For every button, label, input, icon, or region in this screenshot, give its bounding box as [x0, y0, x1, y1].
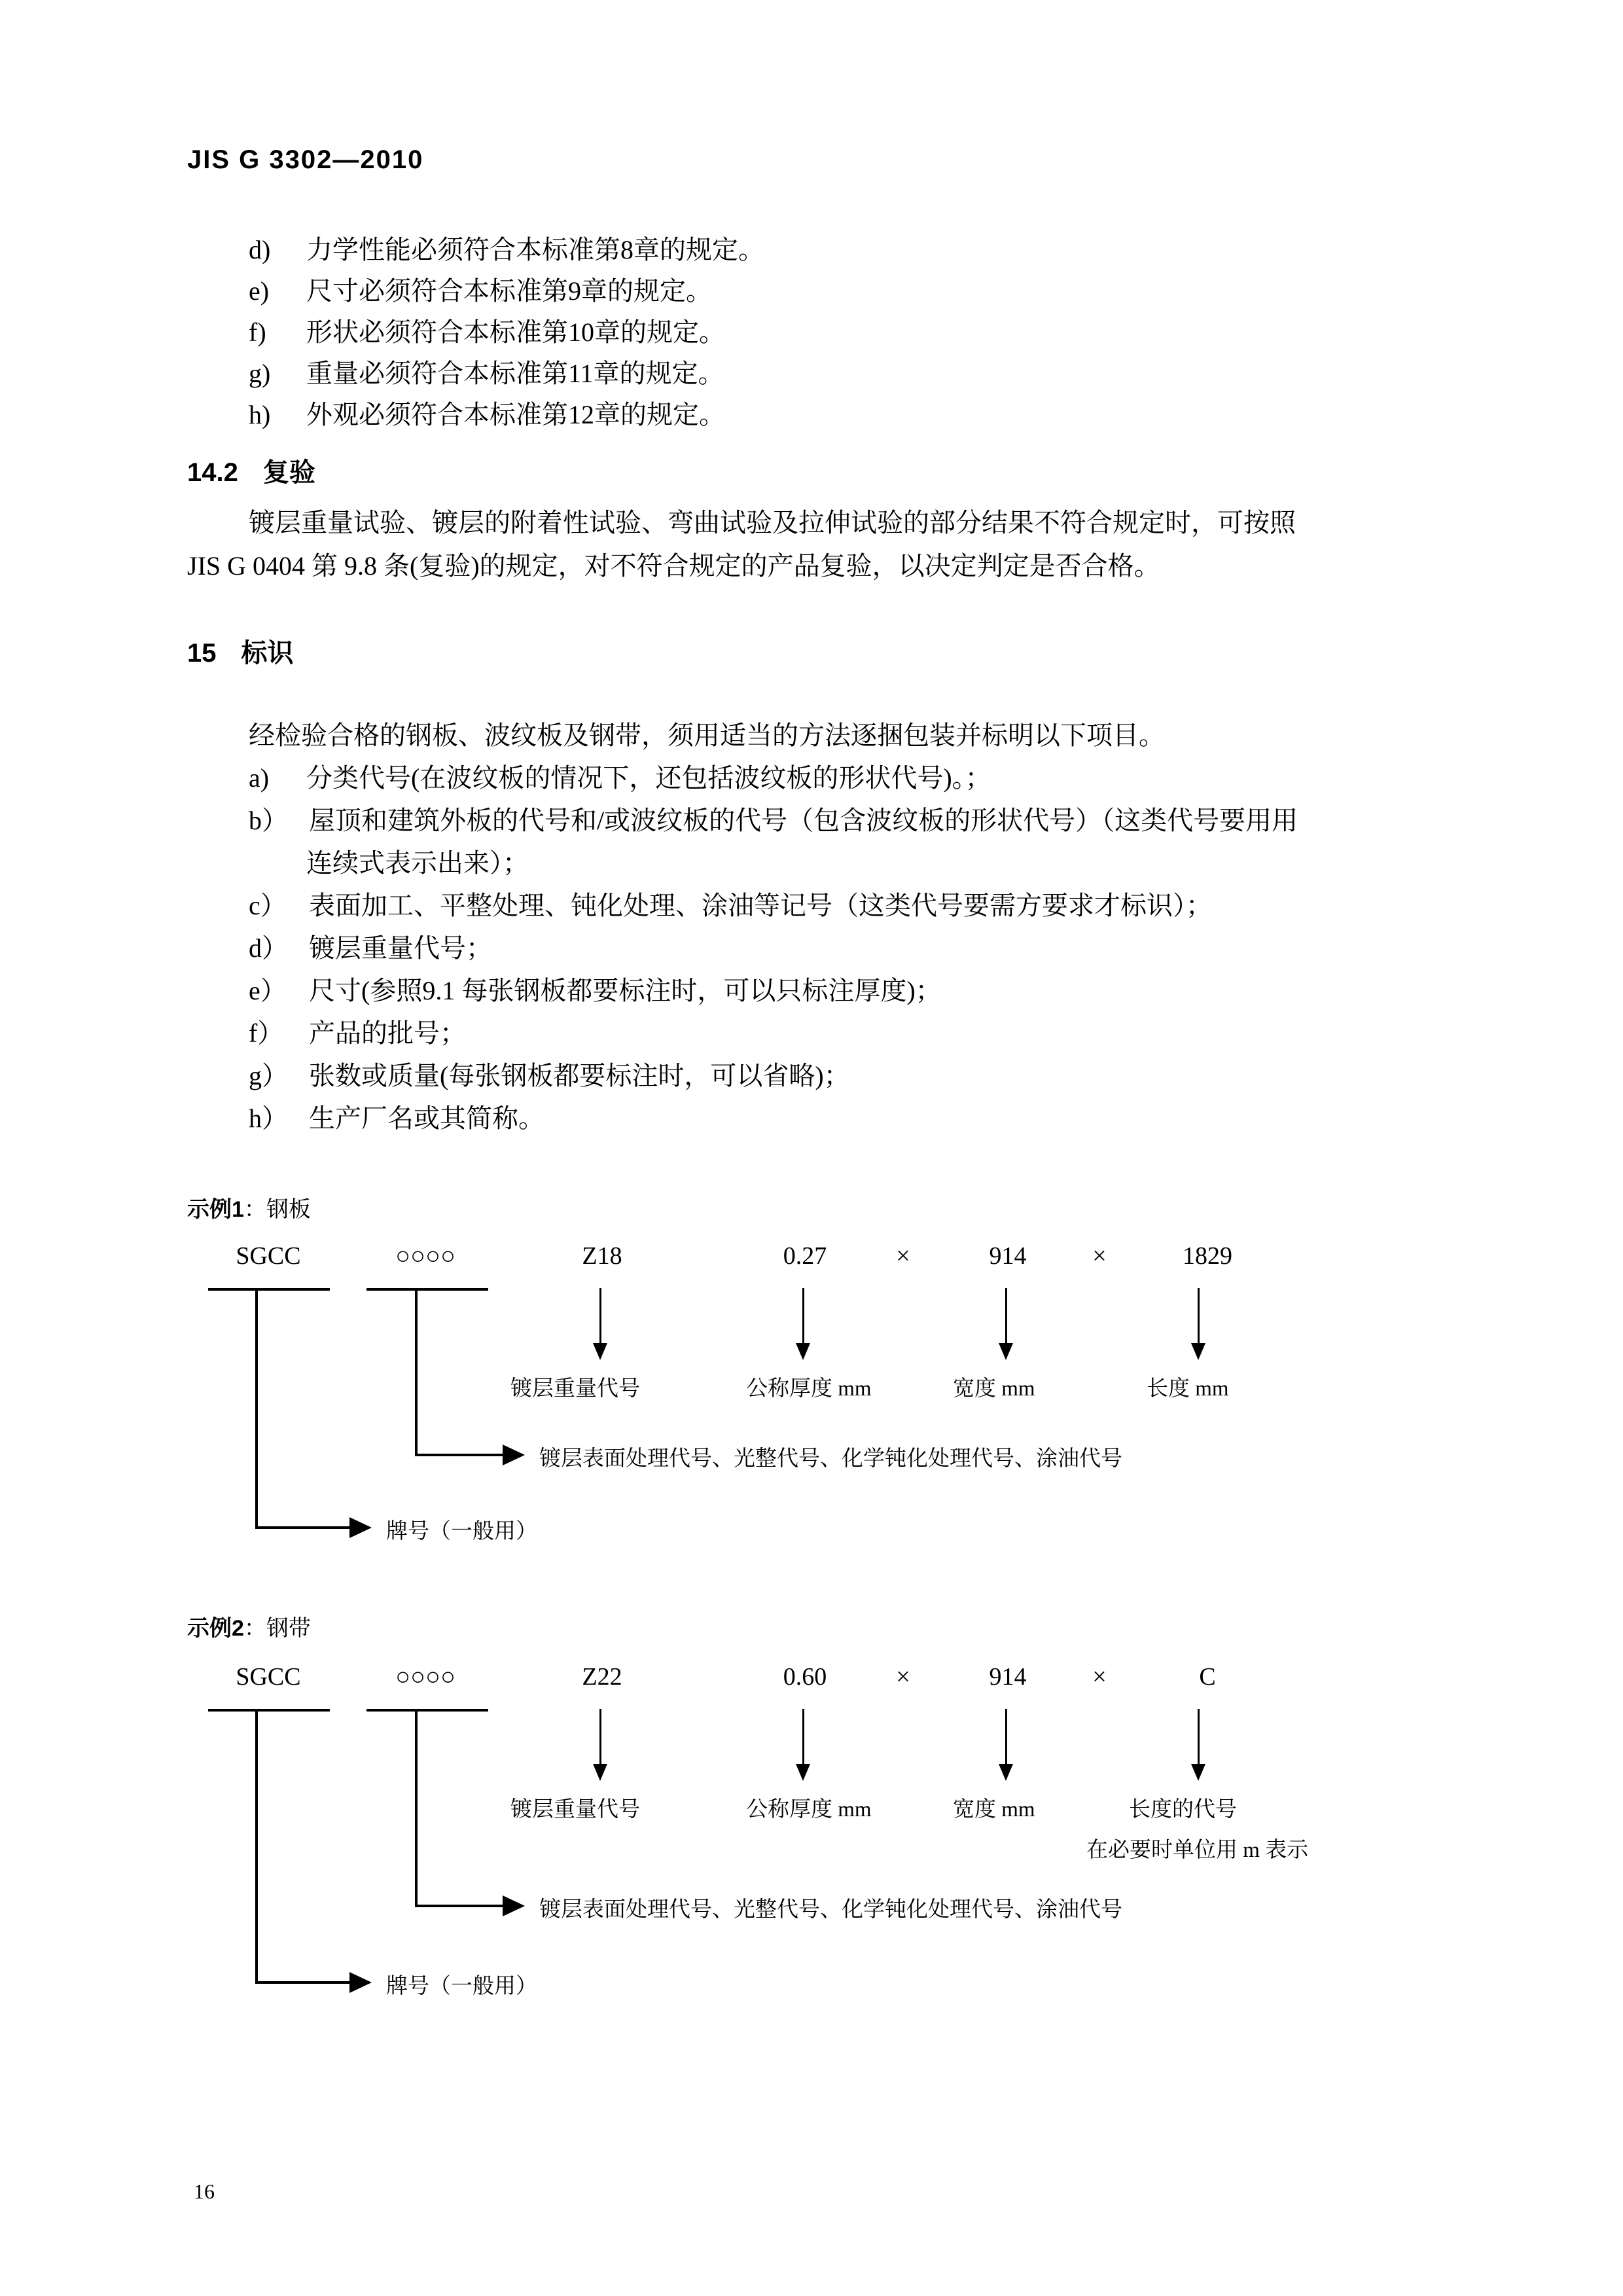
- list-marker: g）: [249, 1061, 288, 1090]
- list-text: 屋顶和建筑外板的代号和/或波纹板的代号（包含波纹板的形状代号）（这类代号要用用: [309, 806, 1298, 835]
- example-1-grade-bracket-vertical: [255, 1288, 258, 1529]
- example-2-token-circles: ○○○○: [395, 1663, 455, 1691]
- example-2-callout-grade: 牌号（一般用）: [386, 1975, 537, 1998]
- section-heading-14-2: [187, 452, 315, 489]
- example-1-grade-arrow-icon: [349, 1517, 372, 1538]
- example-2-token-length: C: [1199, 1663, 1216, 1691]
- example-1-thickness-arrow-icon: [796, 1343, 810, 1360]
- list-marker: g): [249, 359, 271, 388]
- page-header-standard-id: JIS G 3302—2010: [187, 145, 424, 174]
- example-2-token-grade: SGCC: [236, 1663, 301, 1691]
- list-item: [249, 312, 725, 353]
- example-1-width-arrow-shaft: [1005, 1288, 1007, 1347]
- example-2-callout-surface: 镀层表面处理代号、光整代号、化学钝化处理代号、涂油代号: [539, 1898, 1122, 1922]
- example-2-surface-arrow-icon: [503, 1895, 525, 1916]
- example-2-token-width: 914: [989, 1663, 1027, 1691]
- example-1-token-thickness: 0.27: [783, 1242, 827, 1270]
- list-item: [249, 1055, 850, 1096]
- example-1-multiply-sign-2: ×: [1092, 1242, 1107, 1270]
- list-text: 力学性能必须符合本标准第8章的规定。: [306, 235, 764, 264]
- example-2-coating-arrow-shaft: [599, 1709, 601, 1768]
- example-2-grade-arrow-icon: [349, 1972, 372, 1993]
- example-1-token-grade: SGCC: [236, 1242, 301, 1270]
- example-1-surface-bracket-horizontal: [415, 1454, 507, 1456]
- list-item: [249, 1013, 466, 1054]
- example-1-callout-surface: 镀层表面处理代号、光整代号、化学钝化处理代号、涂油代号: [539, 1447, 1122, 1471]
- list-item-continuation: [306, 842, 529, 884]
- page-number: 16: [194, 2179, 215, 2203]
- list-marker: h）: [249, 1103, 288, 1133]
- example-2-surface-bracket-horizontal: [415, 1905, 507, 1907]
- example-1-length-arrow-icon: [1191, 1343, 1205, 1360]
- list-item: [249, 353, 724, 394]
- example-1-thickness-arrow-shaft: [802, 1288, 804, 1347]
- example-2-surface-bracket-vertical: [415, 1709, 418, 1907]
- example-2-arrow-label-coating: 镀层重量代号: [510, 1798, 640, 1821]
- list-text: 生产厂名或其简称。: [309, 1103, 544, 1133]
- example-1-token-circles: ○○○○: [395, 1242, 455, 1270]
- list-text: 尺寸必须符合本标准第9章的规定。: [306, 276, 712, 306]
- list-marker: d): [249, 235, 271, 264]
- example-2-multiply-sign-1: ×: [896, 1663, 910, 1691]
- example-2-grade-underline: [208, 1709, 330, 1712]
- list-marker: h): [249, 400, 271, 429]
- list-text: 表面加工、平整处理、钝化处理、涂油等记号（这类代号要需方要求才标识）；: [309, 891, 1212, 920]
- list-text: 连续式表示出来）；: [306, 848, 529, 878]
- example-1-length-arrow-shaft: [1198, 1288, 1200, 1347]
- list-marker: c）: [249, 891, 287, 920]
- example-2-multiply-sign-2: ×: [1092, 1663, 1107, 1691]
- example-1-token-width: 914: [989, 1242, 1027, 1270]
- example-2-length-arrow-icon: [1191, 1764, 1205, 1781]
- section-number: 15: [187, 639, 217, 668]
- list-item: [249, 800, 1298, 841]
- list-text: 尺寸(参照9.1 每张钢板都要标注时，可以只标注厚度)；: [309, 976, 942, 1005]
- list-marker: f): [249, 317, 266, 347]
- example-1-callout-grade: 牌号（一般用）: [386, 1520, 537, 1543]
- list-text: 产品的批号；: [309, 1018, 466, 1048]
- section-title: 复验: [262, 458, 315, 487]
- example-1-token-length: 1829: [1183, 1242, 1232, 1270]
- list-item: [249, 1098, 544, 1139]
- list-text: 张数或质量(每张钢板都要标注时，可以省略)；: [309, 1061, 850, 1090]
- example-2-caption-bold: 示例2: [187, 1616, 244, 1641]
- example-1-coating-arrow-shaft: [599, 1288, 601, 1347]
- list-text: 外观必须符合本标准第12章的规定。: [306, 400, 725, 429]
- list-marker: e): [249, 276, 270, 306]
- list-text: 形状必须符合本标准第10章的规定。: [306, 317, 725, 347]
- example-2-grade-bracket-horizontal: [255, 1981, 353, 1984]
- list-item: [249, 970, 942, 1011]
- list-marker: f）: [249, 1018, 284, 1048]
- list-item: [249, 757, 991, 798]
- example-1-multiply-sign-1: ×: [896, 1242, 910, 1270]
- example-1-arrow-label-length: 长度 mm: [1147, 1377, 1229, 1401]
- example-1-caption-bold: 示例1: [187, 1197, 244, 1222]
- list-marker: e）: [249, 976, 287, 1005]
- example-2-thickness-arrow-shaft: [802, 1709, 804, 1768]
- list-marker: d）: [249, 933, 288, 963]
- list-item: [249, 394, 725, 435]
- section-14-2-paragraph-line-2: JIS G 0404 第 9.8 条(复验)的规定，对不符合规定的产品复验，以决定判定是否合格。: [187, 551, 1160, 581]
- section-title: 标识: [241, 639, 294, 668]
- section-14-2-paragraph-line-1: 镀层重量试验、镀层的附着性试验、弯曲试验及拉伸试验的部分结果不符合规定时，可按照: [249, 508, 1296, 537]
- example-2-width-arrow-shaft: [1005, 1709, 1007, 1768]
- list-item: [249, 229, 764, 270]
- example-1-width-arrow-icon: [999, 1343, 1013, 1360]
- example-1-grade-bracket-horizontal: [255, 1526, 353, 1529]
- example-1-caption-rest: ：钢板: [243, 1198, 311, 1222]
- example-2-token-coating: Z22: [582, 1663, 622, 1691]
- example-2-caption-rest: ：钢带: [243, 1617, 311, 1641]
- example-1-coating-arrow-icon: [593, 1343, 607, 1360]
- list-text: 重量必须符合本标准第11章的规定。: [306, 359, 724, 388]
- example-2-length-arrow-shaft: [1198, 1709, 1200, 1768]
- list-text: 分类代号(在波纹板的情况下，还包括波纹板的形状代号)。；: [306, 763, 991, 793]
- example-2-surface-underline: [366, 1709, 488, 1712]
- example-2-arrow-label-length: 长度的代号: [1129, 1798, 1237, 1821]
- example-1-grade-underline: [208, 1288, 330, 1291]
- example-1-token-coating: Z18: [582, 1242, 622, 1270]
- example-2-thickness-arrow-icon: [796, 1764, 810, 1781]
- example-2-grade-bracket-vertical: [255, 1709, 258, 1984]
- list-item: [249, 885, 1212, 926]
- example-2-arrow-label-width: 宽度 mm: [953, 1798, 1035, 1821]
- section-heading-15: [187, 632, 294, 670]
- section-number: 14.2: [187, 458, 238, 487]
- section-15-intro: 经检验合格的钢板、波纹板及钢带，须用适当的方法逐捆包装并标明以下项目。: [249, 721, 1165, 750]
- example-1-arrow-label-width: 宽度 mm: [953, 1377, 1035, 1401]
- example-1-arrow-label-thickness: 公称厚度 mm: [746, 1377, 872, 1401]
- example-2-token-thickness: 0.60: [783, 1663, 827, 1691]
- example-2-length-note: 在必要时单位用 m 表示: [1086, 1839, 1309, 1862]
- list-text: 镀层重量代号；: [309, 933, 492, 963]
- example-2-arrow-label-thickness: 公称厚度 mm: [746, 1798, 872, 1821]
- example-1-surface-bracket-vertical: [415, 1288, 418, 1456]
- example-1-surface-arrow-icon: [503, 1444, 525, 1465]
- example-2-coating-arrow-icon: [593, 1764, 607, 1781]
- list-item: [249, 270, 712, 312]
- list-item: [249, 927, 492, 969]
- example-1-caption: [187, 1191, 311, 1223]
- list-marker: a): [249, 763, 270, 793]
- example-1-surface-underline: [366, 1288, 488, 1291]
- example-2-caption: [187, 1610, 311, 1642]
- example-2-width-arrow-icon: [999, 1764, 1013, 1781]
- list-marker: b）: [249, 806, 288, 835]
- example-1-arrow-label-coating: 镀层重量代号: [510, 1377, 640, 1401]
